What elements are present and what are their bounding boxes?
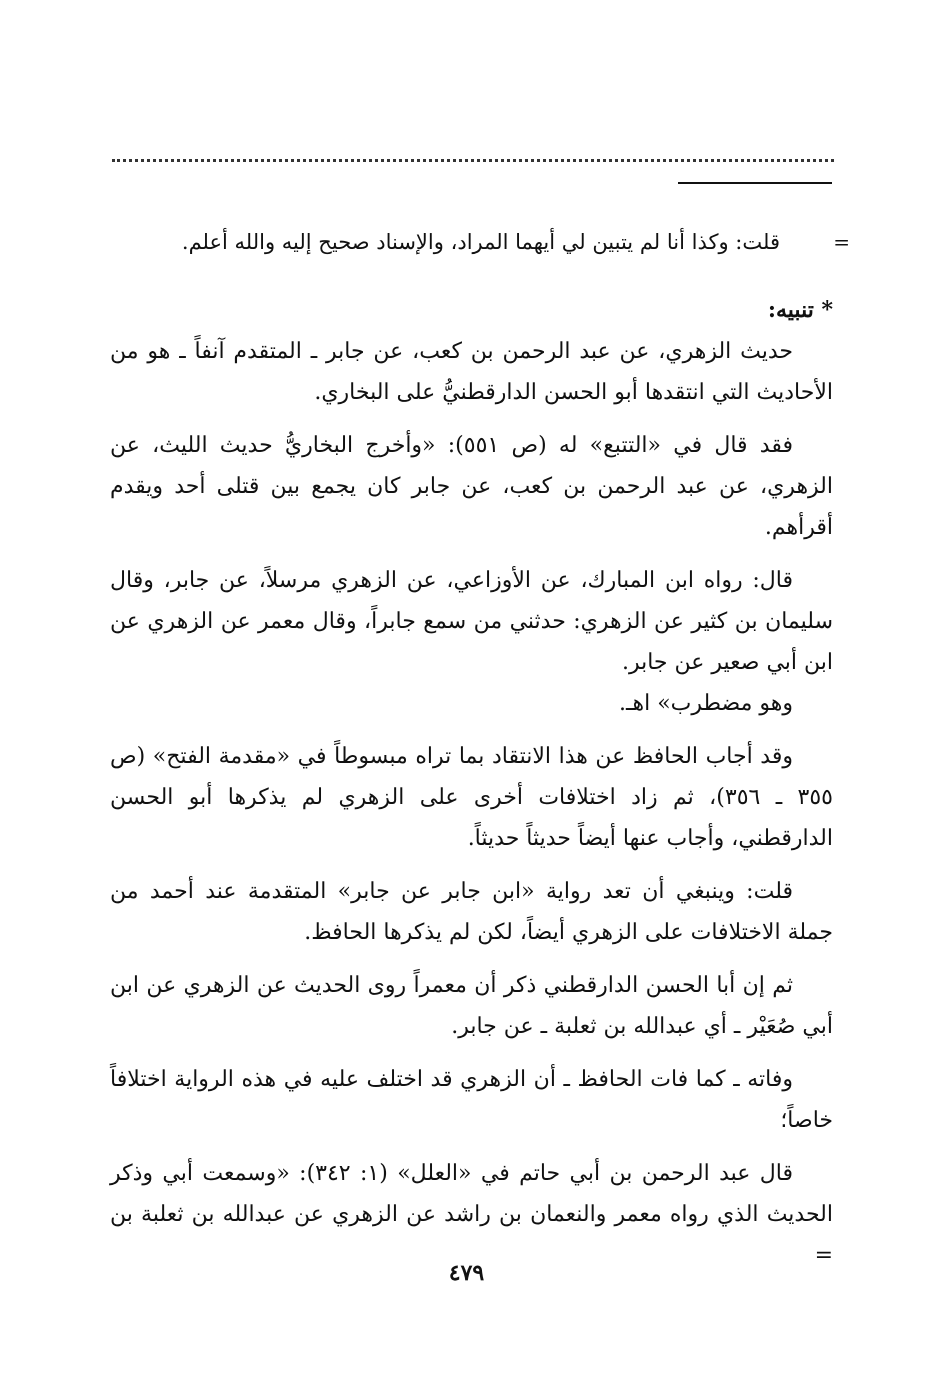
paragraph: وهو مضطرب» اهـ. <box>619 691 793 716</box>
main-text <box>110 290 833 1288</box>
paragraph: وفاته ـ كما فات الحافظ ـ أن الزهري قد اختلف عليه في هذه الرواية اختلافاً خاصاً؛ <box>110 1067 833 1133</box>
notice-heading: * تنبيه: <box>767 297 833 323</box>
footnote-rule <box>678 182 832 184</box>
footnote-continuation <box>112 222 850 262</box>
page-number: ٤٧٩ <box>448 1260 485 1286</box>
paragraph: قال عبد الرحمن بن أبي حاتم في «العلل» (١: ٣٤٢): «وسمعت أبي وذكر الحديث الذي رواه معمر والنعمان بن راشد عن الزهري عن عبدالله بن ثعلبة بن = <box>110 1161 833 1268</box>
paragraph: فقد قال في «التتبع» له (ص ٥٥١): «وأخرج البخاريُّ حديث الليث، عن الزهري، عن عبد الرحمن بن كعب، عن جابر كان يجمع بين قتلى أحد ويقدم أقرأهم. <box>110 433 833 540</box>
paragraph: قال: رواه ابن المبارك، عن الأوزاعي، عن الزهري مرسلاً، عن جابر، وقال سليمان بن كثير عن الزهري: حدثني من سمع جابراً، وقال معمر عن الزهري عن ابن أبي صعير عن جابر. <box>110 568 833 675</box>
continuation-marker: = <box>833 230 850 254</box>
dotted-separator <box>112 145 834 162</box>
paragraph: قلت: وينبغي أن تعد رواية «ابن جابر عن جابر» المتقدمة عند أحمد من جملة الاختلافات على الزهري أيضاً، لكن لم يذكرها الحافظ. <box>110 879 833 945</box>
footnote-text: قلت: وكذا أنا لم يتبين لي أيهما المراد، والإسناد صحيح إليه والله أعلم. <box>181 230 780 254</box>
paragraph: حديث الزهري، عن عبد الرحمن بن كعب، عن جابر ـ المتقدم آنفاً ـ هو من الأحاديث التي انتقدها أبو الحسن الدارقطنيُّ على البخاري. <box>110 339 833 405</box>
paragraph: ثم إن أبا الحسن الدارقطني ذكر أن معمراً روى الحديث عن الزهري عن ابن أبي صُعَيْر ـ أي عبدالله بن ثعلبة ـ عن جابر. <box>110 973 833 1039</box>
paragraph: وقد أجاب الحافظ عن هذا الانتقاد بما تراه مبسوطاً في «مقدمة الفتح» (ص ٣٥٥ ـ ٣٥٦)، ثم زاد اختلافات أخرى على الزهري لم يذكرها أبو الحسن الدارقطني، وأجاب عنها أيضاً حديثاً حديثاً. <box>110 744 833 851</box>
